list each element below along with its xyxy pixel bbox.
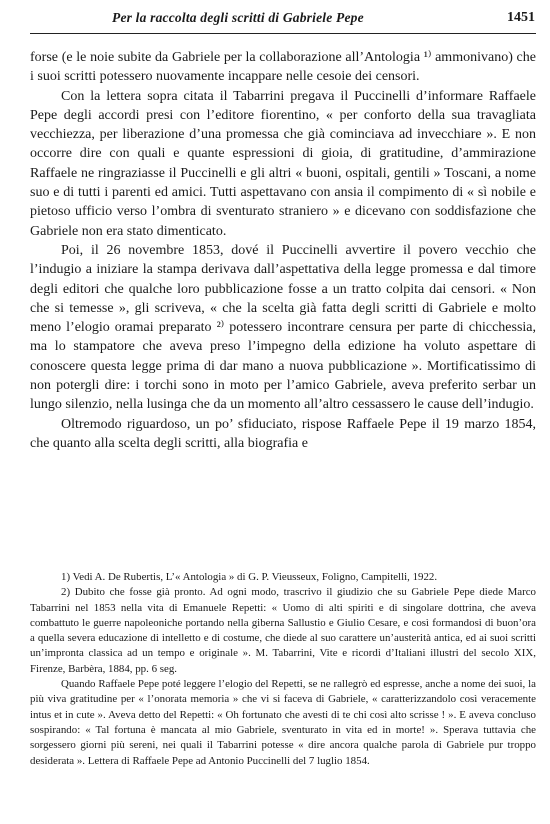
paragraph: Oltremodo riguardoso, un po’ sfiduciato, rispose Raffaele Pepe il 19 marzo 1854, che quanto alla scelta degli scritti, alla biografia e <box>30 416 536 451</box>
paragraph: Con la lettera sopra citata il Tabarrini pregava il Puccinelli d’informare Raffaele Pepe degli accordi presi con l’editore fiorentino, « per conforto della sua travagliata vecchiezza, per liberazione d’una promessa che già cominciava ad invecchiare ». E non occorre dire con quali e quante espressioni di gioia, di gratitudine, d’ammirazione Raffaele ne ringraziasse il Puccinelli e gli altri « buoni, ospitali, gentili » Toscani, a nome suo e di tutti i parenti ed amici. Tutti aspettavano con ansia il compimento di « sì nobile e pietoso ufficio verso l’ombra di sventurato straniero » e dicevano con soddisfazione che Gabriele non era stato dimenticato. <box>30 88 536 239</box>
footnote-1: 1) Vedi A. De Rubertis, L’« Antologia » di G. P. Vieusseux, Foligno, Campitelli, 1922. <box>61 571 438 583</box>
footnote-2-continued: Quando Raffaele Pepe poté leggere l’elogio del Repetti, se ne rallegrò ed espresse, anche a nome dei suoi, la più viva gratitudine per « l’onorata memoria » che vi si faceva di Gabriele, « caratterizzandolo così veracemente intus et in cute ». Aveva detto del Repetti: « Oh fortunato che avesti di te chi così alto scrisse ! ». E aveva concluso sospirando: « Tal fortuna è mancata al mio Gabriele, sventurato in vita ed in morte! ». Sperava tuttavia che sorgessero giorni più sereni, nei quali il Tabarrini potesse « dire ancora qualche parola di Gabriele pur troppo desiderata ». Lettera di Raffaele Pepe ad Antonio Puccinelli del 7 luglio 1854. <box>30 678 536 767</box>
paragraph-continued: forse (e le noie subite da Gabriele per la collaborazione all’Antologia ¹⁾ ammonivano) che i suoi scritti potessero nuovamente incappare nelle cesoie dei censori. <box>30 50 536 85</box>
footnote-2: 2) Dubito che fosse già pronto. Ad ogni modo, trascrivo il giudizio che su Gabriele Pepe diede Marco Tabarrini nel 1853 nella vita di Emanuele Repetti: « Uomo di alti spiriti e di singolare dottrina, che aveva combattuto le guerre napoleoniche portando nella giberna Sallustio e Giulio Cesare, e così formandosi di buon’ora a quella severa educazione di intelletto e di costume, che diede al suo carattere un’austerità antica, ed ai suoi scritti un’impronta classica ad un tempo e originale ». M. Tabarrini, Vite e ricordi d’Italiani illustri del secolo XIX, Firenze, Barbèra, 1884, pp. 6 seg. <box>30 586 536 675</box>
footnotes <box>30 570 536 769</box>
header-rule <box>30 33 536 34</box>
running-header <box>30 10 535 32</box>
main-text <box>30 48 536 453</box>
running-title: Per la raccolta degli scritti di Gabriele Pepe <box>112 10 364 25</box>
page-number: 1451 <box>507 10 535 25</box>
paragraph: Poi, il 26 novembre 1853, dové il Puccinelli avvertire il povero vecchio che l’indugio a iniziare la stampa derivava dall’aspettativa della legge promessa e dal timore degli editori che qualche loro pubblicazione fosse a un tratto colpita dai censori. « Non che si temesse », gli scriveva, « che la scelta già fatta degli scritti di Gabriele e molto meno l’elogio oramai preparato ²⁾ potessero incontrare censura per parte di chicchessia, ma lo stampatore che aveva preso l’impegno della edizione ha voluto aspettare di conoscere questa legge prima di dar mano a nuova pubblicazione ». Mortificatissimo di non potergli dire: i torchi sono in moto per l’amico Gabriele, aveva preferito serbar un lungo silenzio, nella lusinga che da un momento all’altro cessassero le cause dell’indugio. <box>30 242 536 413</box>
